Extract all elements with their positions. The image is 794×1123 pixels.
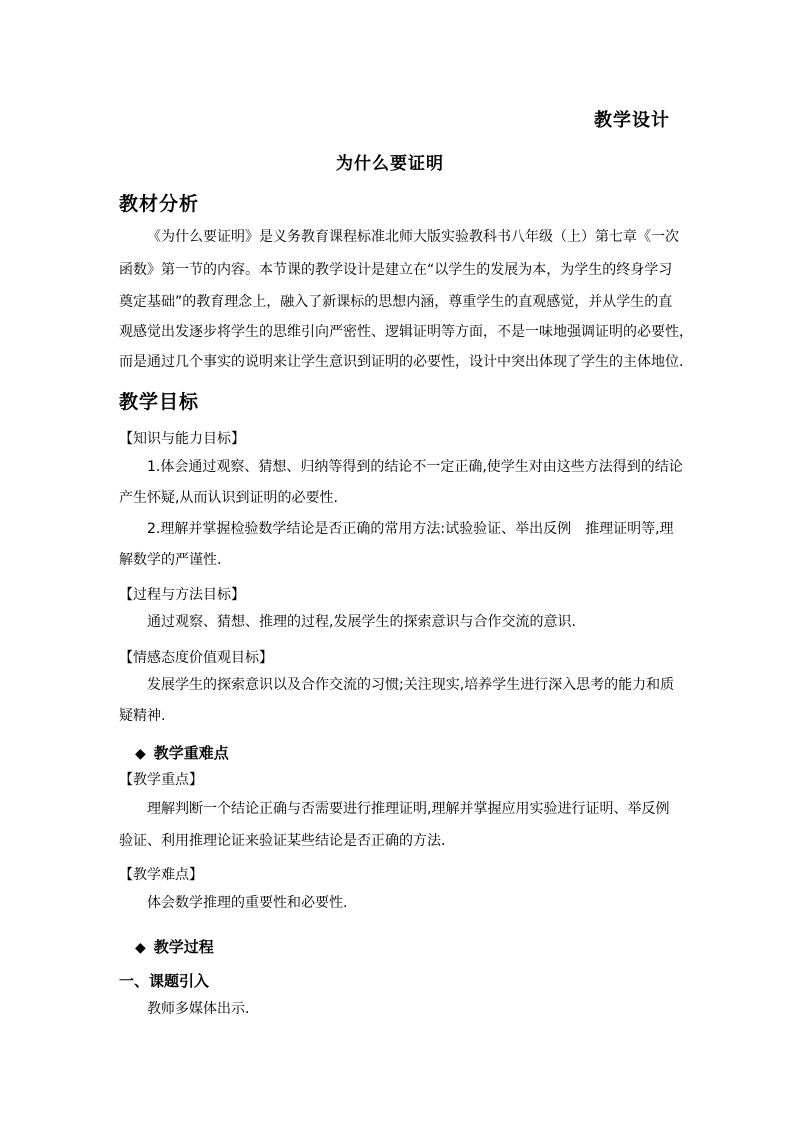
paragraph-line: 函数》第一节的内容。本节课的教学设计是建立在“以学生的发展为本，为学生的终身学习 [119, 262, 673, 278]
paragraph-line: 2.理解并掌握检验数学结论是否正确的常用方法:试验验证、举出反例 推理证明等,理 [147, 521, 674, 537]
paragraph-line: 体会数学推理的重要性和必要性. [147, 895, 348, 911]
paragraph-line: 奠定基础”的教育理念上，融入了新课标的思想内涵，尊重学生的直观感觉，并从学生的直 [119, 294, 673, 310]
paragraph-line: 产生怀疑,从而认识到证明的必要性. [119, 490, 338, 506]
paragraph-line: 观感觉出发逐步将学生的思维引向严密性、逻辑证明等方面，不是一味地强调证明的必要性， [119, 324, 693, 340]
paragraph-line: 疑精神. [119, 708, 166, 724]
diamond-bullet-icon: ◆ [135, 746, 146, 762]
diamond-bullet-icon: ◆ [135, 940, 146, 956]
label-emotion-goals: 【情感态度价值观目标】 [119, 650, 273, 666]
label-difficult-points: 【教学难点】 [119, 867, 203, 883]
label-knowledge-goals: 【知识与能力目标】 [119, 431, 245, 447]
paragraph-line: 发展学生的探索意识以及合作交流的习惯;关注现实,培养学生进行深入思考的能力和质 [147, 677, 675, 693]
label-process-goals: 【过程与方法目标】 [119, 587, 245, 603]
paragraph-line: 而是通过几个事实的说明来让学生意识到证明的必要性，设计中突出体现了学生的主体地位. [119, 354, 684, 370]
sub-heading-lesson-intro: 一、课题引入 [119, 972, 210, 990]
paragraph-line: 1.体会通过观察、猜想、归纳等得到的结论不一定正确,使学生对由这些方法得到的结论 [147, 459, 683, 475]
paragraph-line: 通过观察、猜想、推理的过程,发展学生的探索意识与合作交流的意识. [147, 614, 576, 630]
main-title: 为什么要证明 [336, 154, 444, 174]
section-heading-material-analysis: 教材分析 [119, 193, 200, 215]
doc-title: 教学设计 [594, 110, 670, 131]
paragraph-line: 解数学的严谨性. [119, 552, 222, 568]
label-key-points: 【教学重点】 [119, 772, 203, 788]
paragraph-line: 验证、利用推理论证来验证某些结论是否正确的方法. [119, 833, 446, 849]
paragraph-line: 理解判断一个结论正确与否需要进行推理证明,理解并掌握应用实验进行证明、举反例 [147, 801, 670, 817]
section-heading-key-difficult [135, 742, 229, 763]
paragraph-line: 教师多媒体出示. [147, 1001, 250, 1017]
section-heading-teaching-goals: 教学目标 [119, 391, 200, 413]
paragraph-line: 《为什么要证明》是义务教育课程标准北师大版实验教科书八年级（上）第七章《一次 [147, 229, 679, 245]
section-heading-text: 教学过程 [153, 938, 214, 956]
section-heading-teaching-process [135, 936, 214, 957]
section-heading-text: 教学重难点 [153, 744, 229, 762]
